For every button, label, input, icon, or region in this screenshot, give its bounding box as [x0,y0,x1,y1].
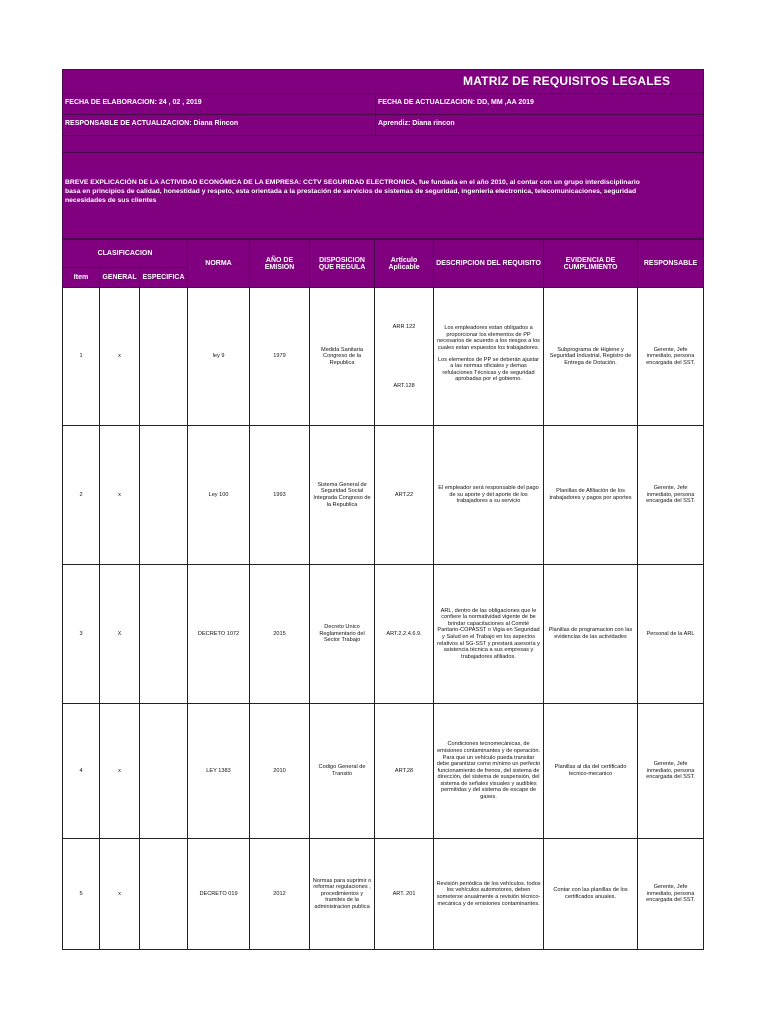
cell-disposicion: Decreto Unico Reglamentario del Sector Trabajo [310,565,375,704]
cell-responsable: Gerente, Jefe inmediato, persona encargada del SST. [638,426,704,565]
requirements-matrix-sheet [62,69,704,950]
col-evidencia: EVIDENCIA DE CUMPLIMIENTO [544,240,638,288]
cell-norma: Ley 100 [188,426,250,565]
col-articulo: Artículo Aplicable [375,240,434,288]
descripcion-part: Los elementos de PP se deberán ajustar a las normas oficiales y demas refulaciones Técnicas y de seguridad aprobadas por el gobierno. [438,356,540,383]
cell-item: 1 [63,288,100,426]
cell-norma: ley 9 [188,288,250,426]
descripcion-part: Los empleadores estan obligados a proporcionar los elementos de PP necesarios de acuerdo a los riesgos a los cuales estan expuestos los trabajadores. [437,325,540,351]
table-row [63,426,704,565]
cell-item: 2 [63,426,100,565]
col-descripcion: DESCRIPCION DEL REQUISITO [434,240,544,288]
col-disposicion: DISPOSICION QUE REGULA [310,240,375,288]
cell-articulo: ART.2.2.4.6.9. [375,565,434,704]
brief-line: basa en principios de calidad, honestidad y respeto, esta orientada a la prestación de servicios de sistemas de seguridad, ingenieria electronica, telecomunicaciones, seguridad [65,188,637,195]
cell-item: 5 [63,839,100,950]
cell-general: x [100,288,140,426]
fecha-actualizacion: FECHA DE ACTUALIZACION: DD, MM ,AA 2019 [378,99,534,106]
cell-descripcion: Revisión periódica de los vehículos. todos los vehículos automotores, deben someterse anualmente a revisión técnico-mecánica y de emisiones contaminantes. [434,839,544,950]
cell-articulo: ART.22 [375,426,434,565]
cell-general: x [100,839,140,950]
cell-responsable: Gerente, Jefe inmediato, persona encargada del SST. [638,288,704,426]
cell-norma: DECRETO 1072 [188,565,250,704]
cell-disposicion: Medida Sanitaria Congreso de la Republica [310,288,375,426]
dates-row [63,93,703,114]
cell-anio: 2012 [250,839,310,950]
articulo-top: ARR 122 [392,323,416,330]
col-anio: AÑO DE EMISION [250,240,310,288]
cell-anio: 1979 [250,288,310,426]
col-responsable: RESPONSABLE [638,240,704,288]
col-item: Item [63,268,100,288]
col-especifica: ESPECIFICA [140,268,188,288]
cell-descripcion: Condiciones tecnomecánicas, de emisiones contaminantes y de operación. Para que un vehículo pueda transitar debe garantizar como mínimo un perfecto funcionamiento de frenos, del sistema de dirección, del sistema de suspensión, del sistema de señales visuales y audibles permitidas y del sistema de escape de gases. [434,704,544,839]
cell-disposicion: Codigo General de Transito [310,704,375,839]
col-clasificacion: CLASIFICACION [63,240,188,268]
responsable-actualizacion: RESPONSABLE DE ACTUALIZACION: Diana Rincon [63,115,376,135]
cell-evidencia: Planillas de Afiliación de los trabajadores y pagos por aportes [544,426,638,565]
cell-general: X [100,565,140,704]
title-row [63,70,703,93]
cell-articulo: ART. 201 [375,839,434,950]
table-row [63,704,704,839]
cell-descripcion: El empleador será responsable del pago de su aporte y del aporte de los trabajadores a su servicio [434,426,544,565]
col-general: GENERAL [100,268,140,288]
col-norma: NORMA [188,240,250,288]
responsible-row [63,114,703,135]
cell-especifica [140,426,188,565]
cell-anio: 2010 [250,704,310,839]
cell-norma: DECRETO 019 [188,839,250,950]
cell-especifica [140,565,188,704]
cell-descripcion: ARL, dentro de las obligaciones que le confiere la normatividad vigente de be brindar capacitaciones al Comité Paritario-COPASST o Vigia en Seguridad y Salud en el Trabajo en los aspectos relativos al SG-SST y prestará asesoría y asistencia técnica a sus empresas y trabajadores afiliados. [434,565,544,704]
cell-anio: 2015 [250,565,310,704]
matrix-header [62,69,704,239]
articulo-main: ART.128 [393,382,415,389]
cell-general: x [100,704,140,839]
page-title: MATRIZ DE REQUISITOS LEGALES [463,74,671,88]
cell-disposicion: Normas para suprimir o reformar regulaciones , procedimientos y tramites de la administracion publica [310,839,375,950]
cell-responsable: Gerente, Jefe inmediato, persona encargada del SST. [638,839,704,950]
fecha-elaboracion: FECHA DE ELABORACION: 24 , 02 , 2019 [63,94,376,114]
cell-item: 4 [63,704,100,839]
aprendiz: Aprendiz: Diana rincon [378,120,455,127]
company-description [63,152,703,238]
cell-articulo: ART.28 [375,704,434,839]
cell-especifica [140,839,188,950]
spacer-row [63,135,703,152]
cell-responsable: Personal de la ARL [638,565,704,704]
cell-evidencia: Planillas al dia del certificado tecnico-mecanico [544,704,638,839]
table-row [63,839,704,950]
cell-evidencia: Planillas de programacion con las evidencias de las actividades [544,565,638,704]
header-row [63,240,704,268]
cell-norma: LEY 1383 [188,704,250,839]
cell-descripcion [434,288,544,426]
cell-evidencia: Contar con las planillas de los certificados anuales. [544,839,638,950]
brief-line: necesidades de sus clientes [65,197,157,204]
requirements-table [62,239,704,950]
cell-disposicion: Sistema General de Seguridad Social Integrada Congreso de la Republica [310,426,375,565]
table-row [63,288,704,426]
cell-anio: 1993 [250,426,310,565]
cell-evidencia: Subprograma de Higiene y Seguridad Industrial, Registro de Entrega de Dotación. [544,288,638,426]
cell-responsable: Gerente, Jefe inmediato, persona encargada del SST. [638,704,704,839]
table-row [63,565,704,704]
cell-general: x [100,426,140,565]
brief-line: BREVE EXPLICACIÓN DE LA ACTIVIDAD ECONÓMICA DE LA EMPRESA: CCTV SEGURIDAD ELECTRONICA, fue fundada en el año 2010, al contar con un grupo interdisciplinario [65,179,640,186]
cell-especifica [140,704,188,839]
cell-especifica [140,288,188,426]
cell-item: 3 [63,565,100,704]
cell-articulo [375,288,434,426]
